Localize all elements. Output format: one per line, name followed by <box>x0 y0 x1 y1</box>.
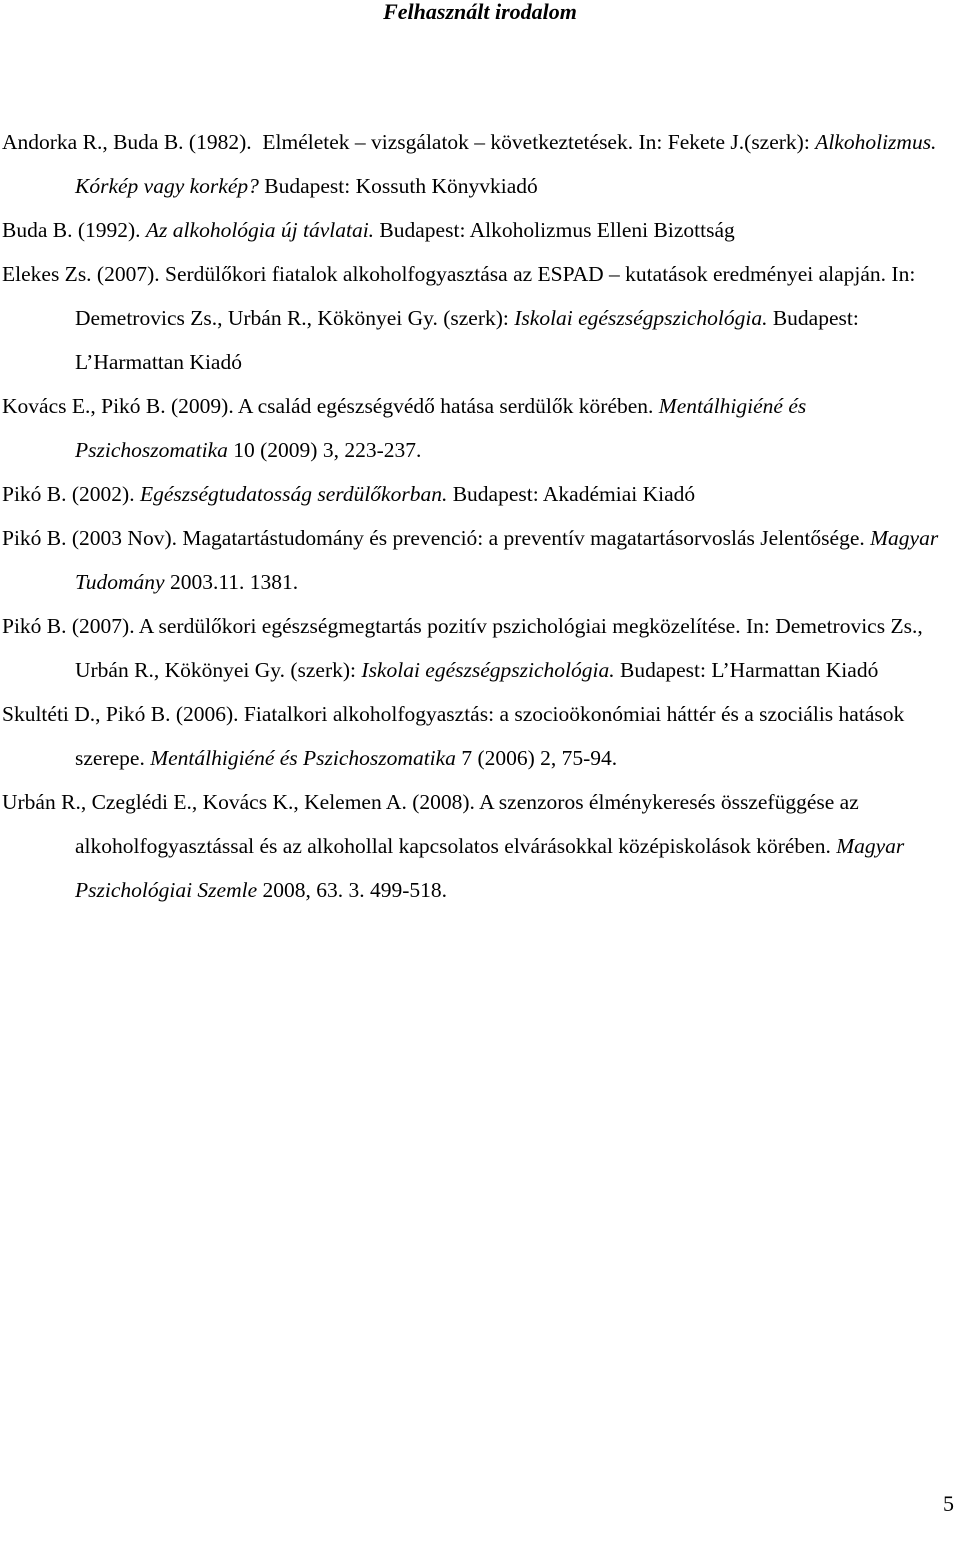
reference-title-italic: Alkoholizmus. Kórkép vagy korkép? <box>75 130 942 198</box>
reference-item <box>2 120 958 208</box>
reference-text: Urbán R., Czeglédi E., Kovács K., Kelemen A. (2008). A szenzoros élménykeresés összefüggése az alkoholfogyasztással és az alkohollal kapcsolatos elvárásokkal középiskolások körében. <box>2 790 865 858</box>
reference-item <box>2 208 958 252</box>
reference-item <box>2 252 958 384</box>
reference-journal-italic: Magyar Pszichológiai Szemle <box>75 834 910 902</box>
reference-title-italic: Az alkohológia új távlatai. <box>145 218 375 242</box>
reference-title-italic: Iskolai egészségpszichológia. <box>514 306 768 330</box>
reference-text: Skultéti D., Pikó B. (2006). Fiatalkori alkoholfogyasztás: a szocioökonómiai háttér és a szociális hatások szerepe. <box>2 702 910 770</box>
reference-list <box>2 120 958 912</box>
reference-text: Budapest: L’Harmattan Kiadó <box>75 306 865 374</box>
reference-text: Budapest: Kossuth Könyvkiadó <box>258 174 538 198</box>
reference-text: Pikó B. (2003 Nov). Magatartástudomány és prevenció: a preventív magatartásorvoslás Jelentősége. <box>2 526 871 550</box>
reference-journal-italic: Magyar Tudomány <box>75 526 944 594</box>
reference-title-italic: Egészségtudatosság serdülőkorban. <box>139 482 448 506</box>
reference-title-italic: Iskolai egészségpszichológia. <box>361 658 615 682</box>
reference-item <box>2 692 958 780</box>
reference-text: Budapest: Akadémiai Kiadó <box>447 482 696 506</box>
page-number: 5 <box>943 1491 954 1516</box>
reference-journal-italic: Mentálhigiéné és Pszichoszomatika <box>150 746 456 770</box>
reference-text: 2003.11. 1381. <box>164 570 299 594</box>
reference-text: Andorka R., Buda B. (1982). Elméletek – vizsgálatok – következtetések. In: Fekete J.(szerk): <box>2 130 816 154</box>
reference-text: 10 (2009) 3, 223-237. <box>227 438 422 462</box>
reference-item <box>2 516 958 604</box>
reference-text: 7 (2006) 2, 75-94. <box>455 746 618 770</box>
reference-item <box>2 780 958 912</box>
reference-text: Kovács E., Pikó B. (2009). A család egészségvédő hatása serdülők körében. <box>2 394 659 418</box>
reference-text: Pikó B. (2002). <box>2 482 140 506</box>
reference-item <box>2 384 958 472</box>
reference-text: Budapest: L’Harmattan Kiadó <box>614 658 879 682</box>
reference-item <box>2 472 958 516</box>
reference-text: Elekes Zs. (2007). Serdülőkori fiatalok alkoholfogyasztása az ESPAD – kutatások eredményei alapján. In: Demetrovics Zs., Urbán R., Kökönyei Gy. (szerk): <box>2 262 921 330</box>
reference-text: 2008, 63. 3. 499-518. <box>257 878 448 902</box>
reference-journal-italic: Mentálhigiéné és Pszichoszomatika <box>75 394 812 462</box>
reference-text: Budapest: Alkoholizmus Elleni Bizottság <box>374 218 735 242</box>
reference-text: Pikó B. (2007). A serdülőkori egészségmegtartás pozitív pszichológiai megközelítése. In: Demetrovics Zs., Urbán R., Kökönyei Gy. (szerk): <box>2 614 929 682</box>
reference-item <box>2 604 958 692</box>
reference-text: Buda B. (1992). <box>2 218 146 242</box>
page-title: Felhasznált irodalom <box>383 0 577 24</box>
